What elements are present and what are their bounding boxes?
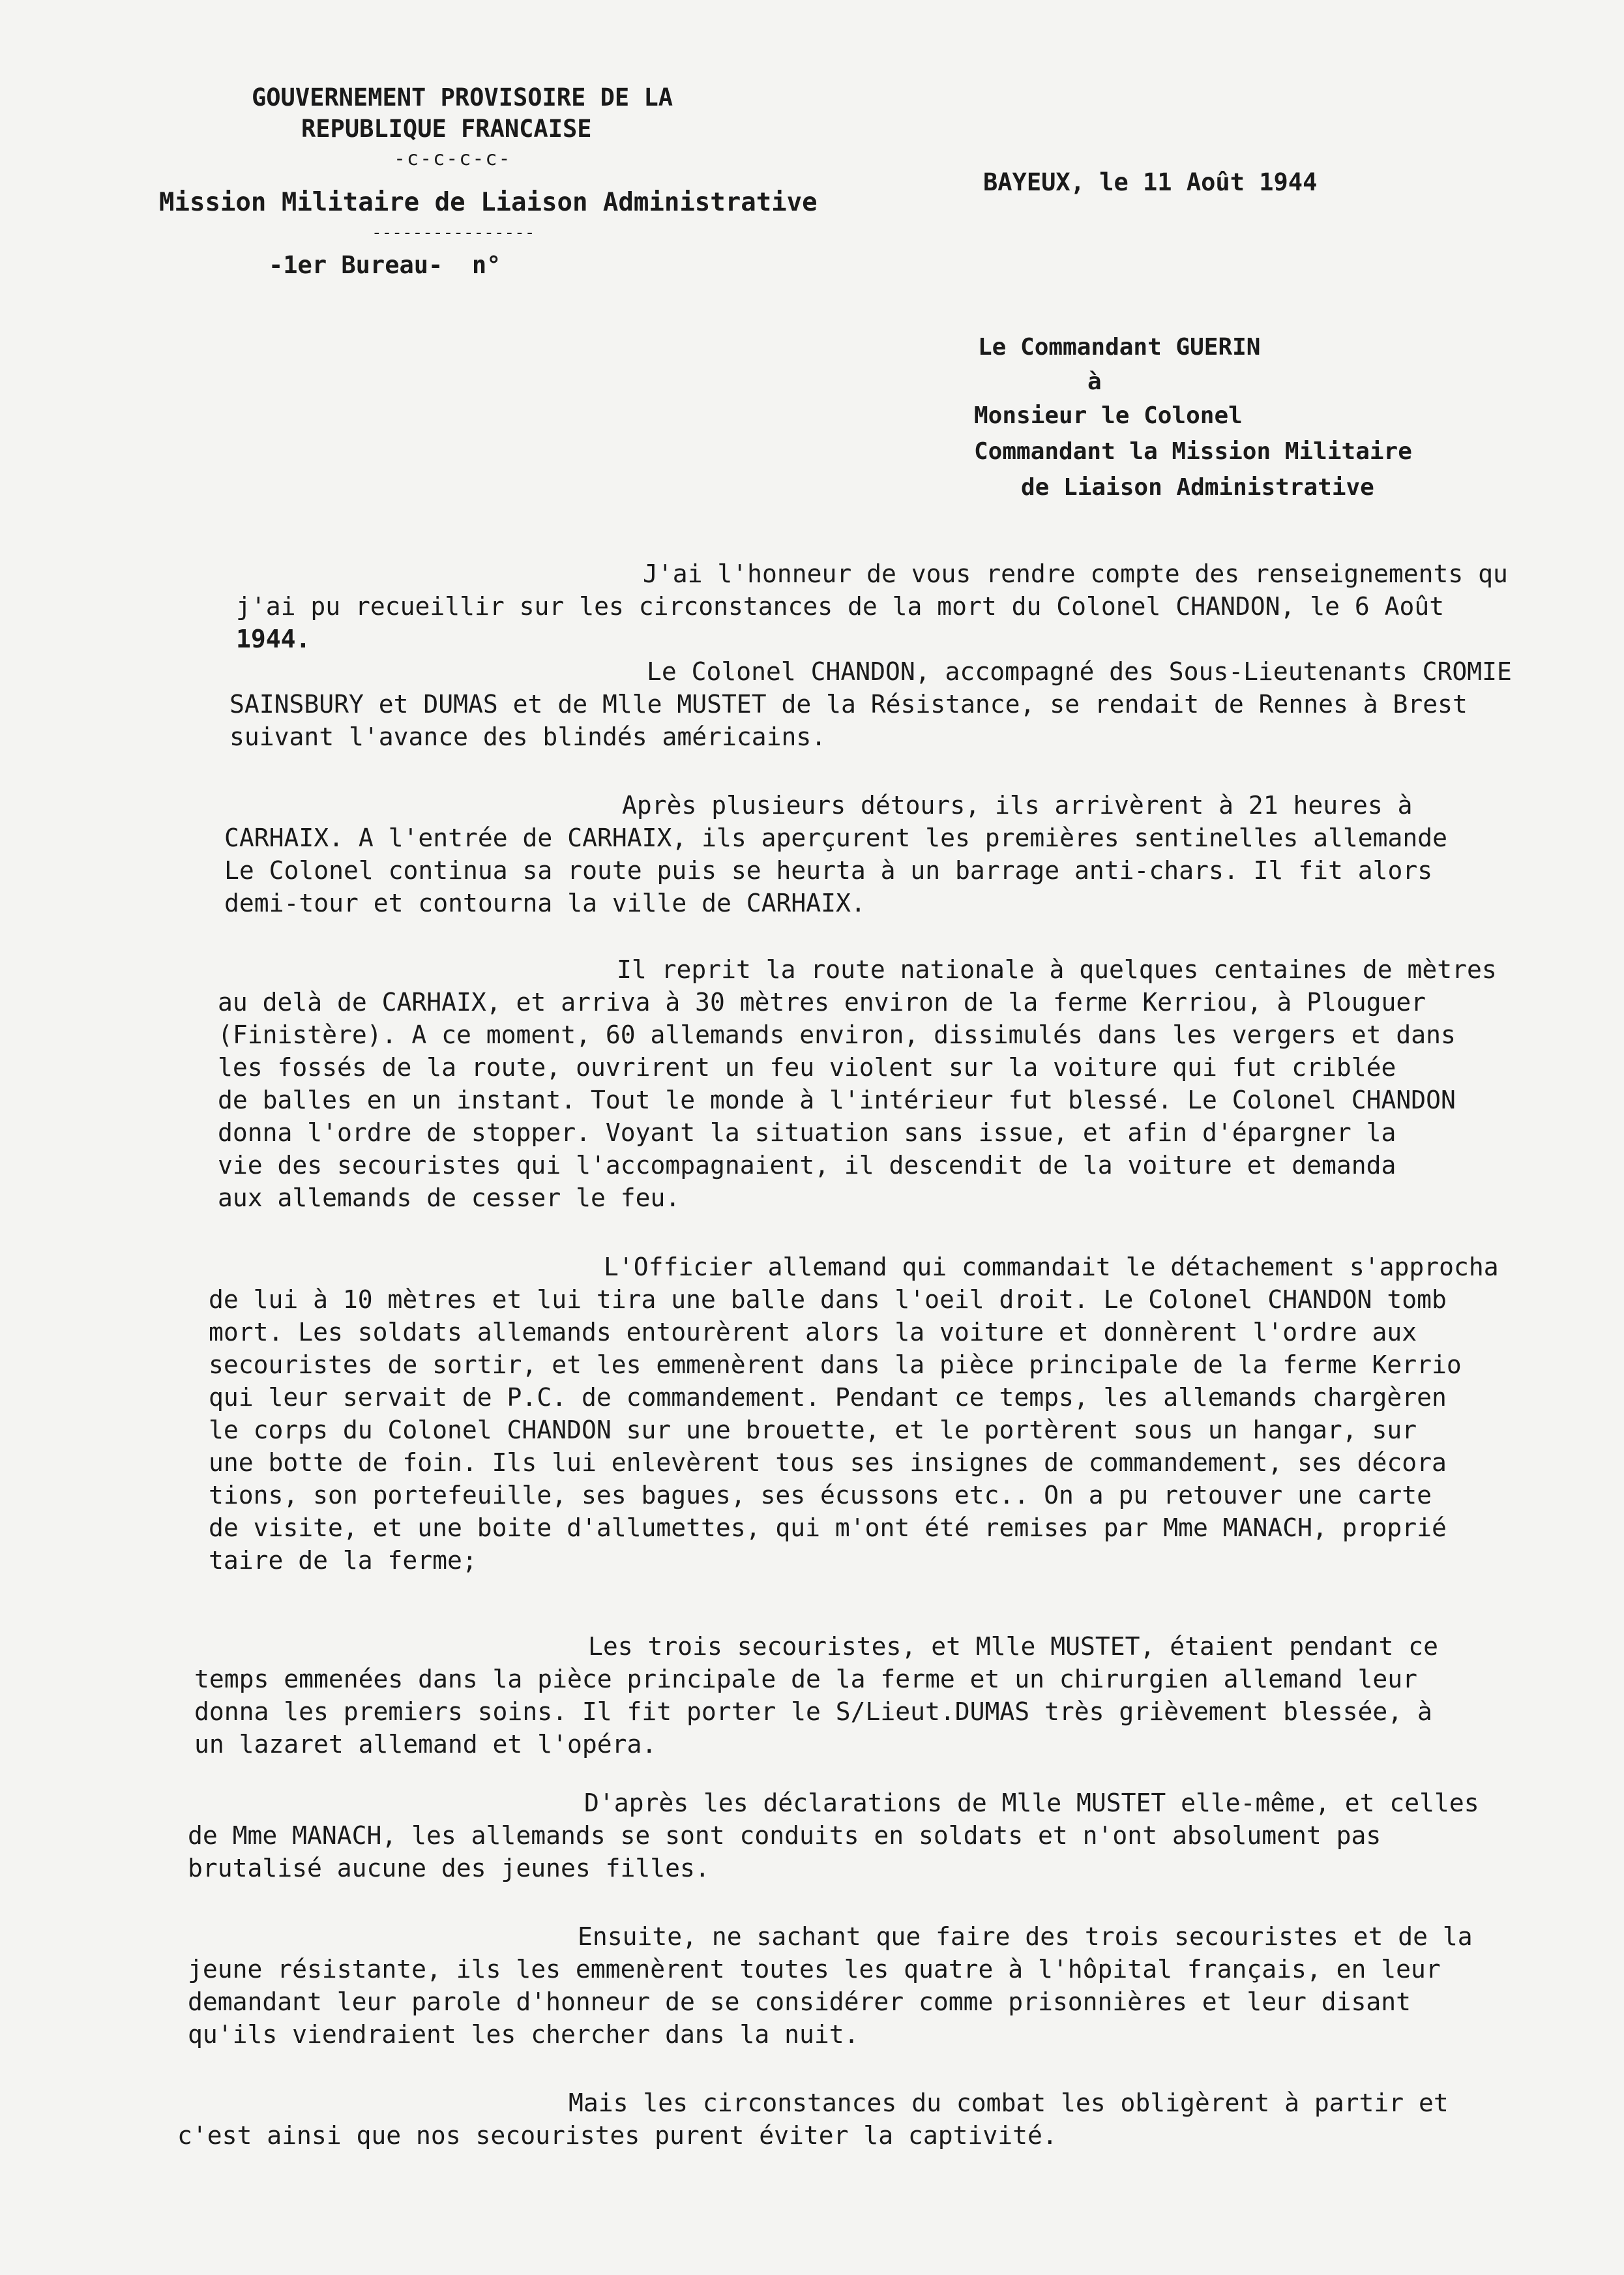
paragraph-line: aux allemands de cesser le feu. xyxy=(218,1183,681,1212)
paragraph-6 xyxy=(194,1630,1438,1761)
paragraph-line: de lui à 10 mètres et lui tira une balle dans l'oeil droit. Le Colonel CHANDON tomb xyxy=(209,1285,1447,1314)
paragraph-line: Les trois secouristes, et Mlle MUSTET, étaient pendant ce xyxy=(588,1632,1439,1661)
paragraph-line: les fossés de la route, ouvrirent un feu violent sur la voiture qui fut criblée xyxy=(218,1053,1396,1082)
paragraph-line: Le Colonel CHANDON, accompagné des Sous-Lieutenants CROMIE xyxy=(647,657,1512,686)
paragraph-line: donna les premiers soins. Il fit porter le S/Lieut.DUMAS très grièvement blessée, à xyxy=(194,1697,1432,1726)
paragraph-line: tions, son portefeuille, ses bagues, ses écussons etc.. On a pu retouver une carte xyxy=(209,1481,1432,1509)
paragraph-8 xyxy=(188,1920,1473,2051)
paragraph-7 xyxy=(188,1787,1479,1884)
paragraph-line: mort. Les soldats allemands entourèrent alors la voiture et donnèrent l'ordre aux xyxy=(209,1318,1417,1346)
mission-name: Mission Militaire de Liaison Administrative xyxy=(159,188,818,217)
recipient-line-1: Monsieur le Colonel xyxy=(974,402,1243,429)
paragraph-line: secouristes de sortir, et les emmenèrent dans la pièce principale de la ferme Kerrio xyxy=(209,1350,1462,1379)
paragraph-line: Le Colonel continua sa route puis se heurta à un barrage anti-chars. Il fit alors xyxy=(224,856,1433,885)
government-line-1: GOUVERNEMENT PROVISOIRE DE LA xyxy=(252,83,673,112)
paragraph-line: donna l'ordre de stopper. Voyant la situation sans issue, et afin d'épargner la xyxy=(218,1118,1396,1147)
paragraph-line: suivant l'avance des blindés américains. xyxy=(229,722,827,751)
paragraph-line: taire de la ferme; xyxy=(209,1546,477,1575)
paragraph-line: demi-tour et contourna la ville de CARHAIX. xyxy=(224,889,866,917)
paragraph-line: temps emmenées dans la pièce principale de la ferme et un chirurgien allemand leur xyxy=(194,1665,1417,1693)
paragraph-line: une botte de foin. Ils lui enlevèrent tous ses insignes de commandement, ses décora xyxy=(209,1448,1447,1477)
paragraph-line: (Finistère). A ce moment, 60 allemands environ, dissimulés dans les vergers et dans xyxy=(218,1020,1456,1049)
paragraph-line: Ensuite, ne sachant que faire des trois secouristes et de la xyxy=(578,1922,1473,1951)
paragraph-3 xyxy=(224,789,1447,919)
paragraph-5 xyxy=(209,1251,1499,1577)
paragraph-line: Après plusieurs détours, ils arrivèrent à 21 heures à xyxy=(622,791,1413,820)
paragraph-line: L'Officier allemand qui commandait le détachement s'approcha xyxy=(604,1253,1499,1281)
paragraph-line: un lazaret allemand et l'opéra. xyxy=(194,1730,657,1759)
paragraph-line: de visite, et une boite d'allumettes, qui m'ont été remises par Mme MANACH, proprié xyxy=(209,1513,1447,1542)
paragraph-line: Il reprit la route nationale à quelques centaines de mètres xyxy=(617,955,1497,984)
decorative-separator-2: ---------------- xyxy=(372,223,535,243)
paragraph-line: jeune résistante, ils les emmenèrent toutes les quatre à l'hôpital français, en leur xyxy=(188,1955,1441,1984)
paragraph-line: vie des secouristes qui l'accompagnaient, il descendit de la voiture et demanda xyxy=(218,1151,1396,1180)
paragraph-line: 1944. xyxy=(236,625,311,653)
recipient-line-2: Commandant la Mission Militaire xyxy=(974,438,1412,465)
paragraph-line: Mais les circonstances du combat les obligèrent à partir et xyxy=(568,2089,1449,2117)
decorative-separator-1: -c-c-c-c- xyxy=(394,147,512,170)
paragraph-line: au delà de CARHAIX, et arriva à 30 mètres environ de la ferme Kerriou, à Plouguer xyxy=(218,988,1426,1017)
paragraph-2 xyxy=(229,655,1512,753)
paragraph-line: SAINSBURY et DUMAS et de Mlle MUSTET de la Résistance, se rendait de Rennes à Brest xyxy=(229,690,1468,719)
paragraph-line: qui leur servait de P.C. de commandement. Pendant ce temps, les allemands chargèren xyxy=(209,1383,1447,1412)
paragraph-line: CARHAIX. A l'entrée de CARHAIX, ils aperçurent les premières sentinelles allemande xyxy=(224,824,1447,852)
recipient-line-3: de Liaison Administrative xyxy=(1021,474,1374,501)
paragraph-4 xyxy=(218,953,1497,1214)
paragraph-line: le corps du Colonel CHANDON sur une brouette, et le portèrent sous un hangar, sur xyxy=(209,1416,1417,1444)
place-and-date: BAYEUX, le 11 Août 1944 xyxy=(983,168,1318,196)
paragraph-9 xyxy=(177,2087,1449,2152)
paragraph-line: de Mme MANACH, les allemands se sont conduits en soldats et n'ont absolument pas xyxy=(188,1821,1381,1850)
paragraph-line: qu'ils viendraient les chercher dans la nuit. xyxy=(188,2020,859,2049)
paragraph-line: demandant leur parole d'honneur de se considérer comme prisonnières et leur disant xyxy=(188,1987,1411,2016)
address-a: à xyxy=(1087,368,1102,395)
paragraph-1 xyxy=(236,558,1508,655)
government-line-2: REPUBLIQUE FRANCAISE xyxy=(301,115,592,143)
bureau-number: -1er Bureau- n° xyxy=(269,251,501,279)
paragraph-line: c'est ainsi que nos secouristes purent éviter la captivité. xyxy=(177,2121,1057,2150)
paragraph-line: de balles en un instant. Tout le monde à l'intérieur fut blessé. Le Colonel CHANDON xyxy=(218,1086,1456,1114)
paragraph-line: brutalisé aucune des jeunes filles. xyxy=(188,1854,710,1882)
paragraph-line: J'ai l'honneur de vous rendre compte des renseignements qu xyxy=(643,559,1508,588)
paragraph-line: D'après les déclarations de Mlle MUSTET elle-même, et celles xyxy=(584,1789,1479,1817)
sender: Le Commandant GUERIN xyxy=(978,334,1261,361)
paragraph-line: j'ai pu recueillir sur les circonstances de la mort du Colonel CHANDON, le 6 Août xyxy=(236,592,1445,621)
